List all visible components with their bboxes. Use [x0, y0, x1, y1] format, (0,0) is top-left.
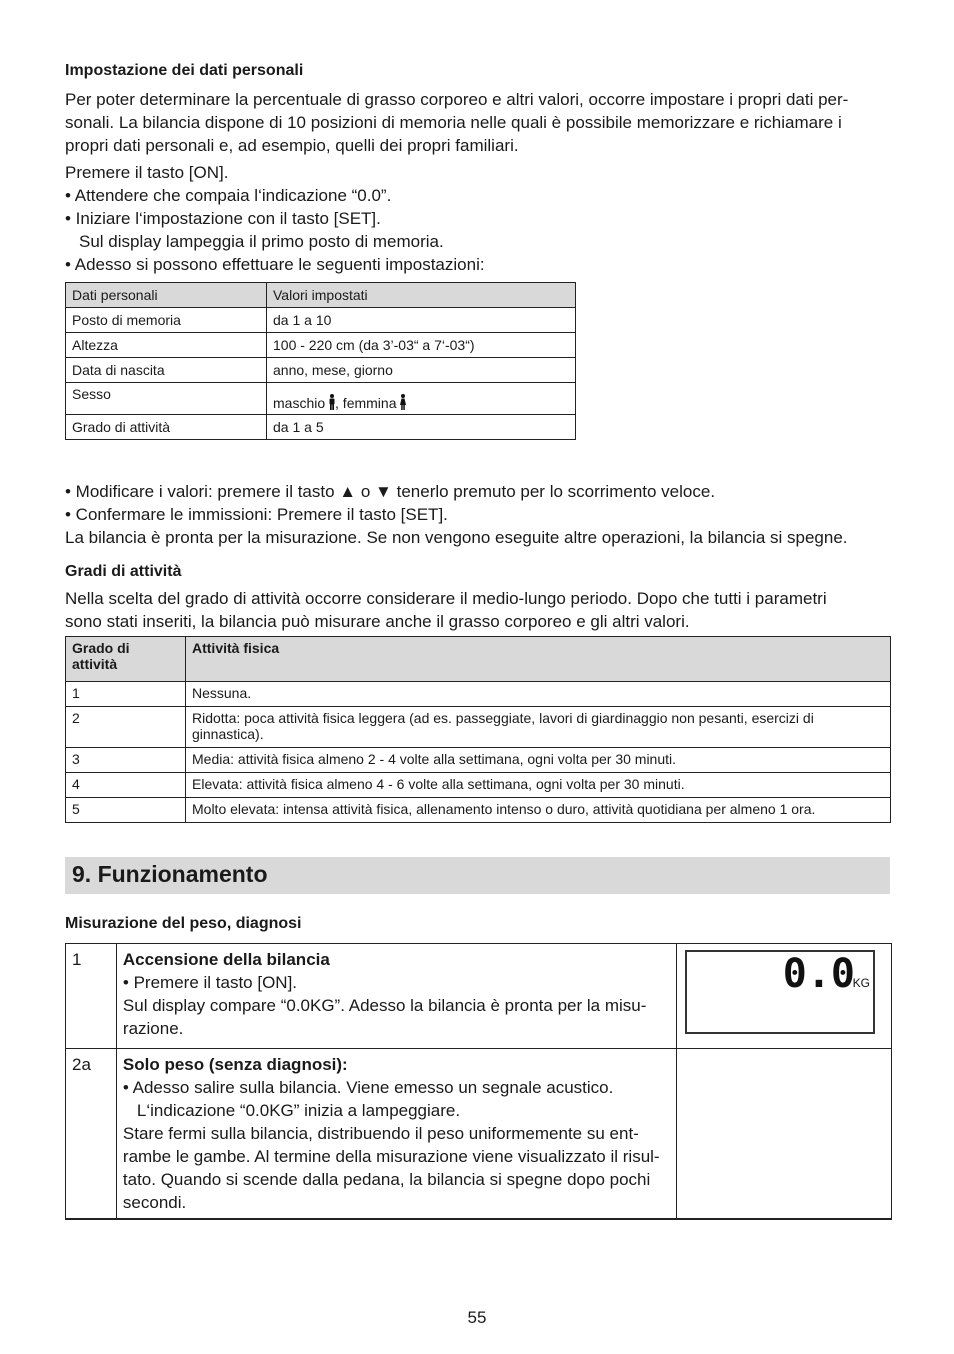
- step-illustration-empty: [677, 1049, 892, 1220]
- table-row: [66, 333, 576, 358]
- table-row: [66, 383, 576, 415]
- intro-line: sonali. La bilancia dispone di 10 posizioni di memoria nelle quali è possibile memorizzare e richiamare i: [65, 113, 842, 132]
- header-cell: Valori impostati: [267, 283, 576, 308]
- table-cell: Media: attività fisica almeno 2 - 4 volte alla settimana, ogni volta per 30 minuti.: [186, 748, 891, 773]
- intro-line: propri dati personali e, ad esempio, quelli dei propri familiari.: [65, 136, 519, 155]
- lcd-readout: [687, 952, 873, 1032]
- after-table-text: [65, 480, 895, 549]
- table-header-row: [66, 283, 576, 308]
- page-number: 55: [467, 1308, 487, 1327]
- table-cell: 100 - 220 cm (da 3’-03“ a 7‘-03“): [267, 333, 576, 358]
- activity-table: [65, 636, 891, 823]
- step-text-line: razione.: [122, 1019, 184, 1038]
- activity-intro: [65, 587, 895, 633]
- table-cell: da 1 a 5: [267, 415, 576, 440]
- table-row: [66, 748, 891, 773]
- table-cell: anno, mese, giorno: [267, 358, 576, 383]
- table-row: [66, 944, 892, 1049]
- lcd-display: [685, 950, 875, 1034]
- step-text-line: tato. Quando si scende dalla pedana, la bilancia si spegne dopo pochi: [122, 1170, 651, 1189]
- table-cell: 2: [66, 707, 186, 748]
- table-header-row: [66, 637, 891, 682]
- table-cell: 5: [66, 798, 186, 823]
- step-bullet: • Premere il tasto [ON].: [122, 973, 298, 992]
- female-icon: [400, 394, 406, 410]
- step-start-set: • Iniziare l‘impostazione con il tasto [SET].: [65, 209, 381, 228]
- lcd-value: 0.0: [782, 952, 856, 997]
- personal-data-steps: [65, 161, 895, 276]
- section-title: 9. Funzionamento: [72, 861, 268, 887]
- header-grade-line: attività: [72, 656, 118, 672]
- step-title: Solo peso (senza diagnosi):: [122, 1055, 348, 1074]
- table-row: [66, 1049, 892, 1220]
- header-cell: Attività fisica: [186, 637, 891, 682]
- step-illustration: [677, 944, 892, 1049]
- intro-line: Nella scelta del grado di attività occorre considerare il medio-lungo periodo. Dopo che tutti i parametri: [65, 589, 827, 608]
- measure-heading: Misurazione del peso, diagnosi: [65, 915, 302, 932]
- table-cell: 1: [66, 682, 186, 707]
- table-cell: 3: [66, 748, 186, 773]
- intro-line: Per poter determinare la percentuale di grasso corporeo e altri valori, occorre impostare i propri dati per-: [65, 90, 849, 109]
- table-cell: [267, 383, 576, 415]
- male-label: maschio: [273, 395, 326, 411]
- header-grade-line: Grado di: [72, 640, 130, 656]
- table-cell: Sesso: [66, 383, 267, 415]
- step-text-line: Stare fermi sulla bilancia, distribuendo il peso uniformemente su ent-: [122, 1124, 639, 1143]
- step-text-line: secondi.: [122, 1193, 187, 1212]
- table-row: [66, 415, 576, 440]
- table-cell: Ridotta: poca attività fisica leggera (ad es. passeggiate, lavori di giardinaggio non pesanti, esercizi di ginnastica).: [186, 707, 891, 748]
- personal-data-intro: [65, 88, 895, 157]
- table-cell: Molto elevata: intensa attività fisica, allenamento intenso o duro, attività quotidiana per almeno 1 ora.: [186, 798, 891, 823]
- step-bullet: • Adesso salire sulla bilancia. Viene emesso un segnale acustico.: [122, 1078, 614, 1097]
- arrow-down-icon: ▼: [375, 482, 392, 501]
- ready-line: La bilancia è pronta per la misurazione. Se non vengono eseguite altre operazioni, la bilancia si spegne.: [65, 528, 848, 547]
- female-label: , femmina: [335, 395, 397, 411]
- step-content: [116, 1049, 676, 1220]
- table-row: [66, 682, 891, 707]
- table-row: [66, 773, 891, 798]
- modify-text: • Modificare i valori: premere il tasto: [65, 482, 335, 501]
- confirm-line: • Confermare le immissioni: Premere il tasto [SET].: [65, 505, 448, 524]
- step-number: 1: [66, 944, 117, 1049]
- modify-values-line: [65, 480, 895, 503]
- step-start-set-sub: Sul display lampeggia il primo posto di memoria.: [79, 232, 444, 251]
- step-press-on: Premere il tasto [ON].: [65, 163, 229, 182]
- lcd-unit: KG: [852, 976, 871, 990]
- section-header-bar: [65, 857, 890, 894]
- table-cell: Data di nascita: [66, 358, 267, 383]
- table-cell: da 1 a 10: [267, 308, 576, 333]
- table-cell: Nessuna.: [186, 682, 891, 707]
- table-row: [66, 798, 891, 823]
- modify-or: o: [360, 482, 371, 501]
- activity-heading: Gradi di attività: [65, 563, 182, 580]
- step-settings: • Adesso si possono effettuare le seguenti impostazioni:: [65, 255, 485, 274]
- header-cell: Dati personali: [66, 283, 267, 308]
- table-row: [66, 308, 576, 333]
- step-text-line: rambe le gambe. Al termine della misurazione viene visualizzato il risul-: [122, 1147, 660, 1166]
- table-row: [66, 707, 891, 748]
- personal-data-heading: Impostazione dei dati personali: [65, 62, 304, 79]
- intro-line: sono stati inseriti, la bilancia può misurare anche il grasso corporeo e gli altri valori.: [65, 612, 690, 631]
- arrow-up-icon: ▲: [339, 482, 357, 501]
- header-cell: [66, 637, 186, 682]
- step-title: Accensione della bilancia: [122, 950, 330, 969]
- modify-suffix: tenerlo premuto per lo scorrimento veloce.: [396, 482, 716, 501]
- measurement-steps-table: [65, 943, 892, 1220]
- table-cell: Grado di attività: [66, 415, 267, 440]
- step-text-line: Sul display compare “0.0KG”. Adesso la bilancia è pronta per la misu-: [122, 996, 647, 1015]
- step-wait: • Attendere che compaia l‘indicazione “0.0”.: [65, 186, 392, 205]
- step-number: 2a: [66, 1049, 117, 1220]
- table-cell: Posto di memoria: [66, 308, 267, 333]
- table-row: [66, 358, 576, 383]
- step-bullet-sub: L‘indicazione “0.0KG” inizia a lampeggiare.: [136, 1101, 461, 1120]
- step-content: [116, 944, 676, 1049]
- table-cell: Elevata: attività fisica almeno 4 - 6 volte alla settimana, ogni volta per 30 minuti.: [186, 773, 891, 798]
- personal-settings-table: [65, 282, 576, 440]
- table-cell: 4: [66, 773, 186, 798]
- table-cell: Altezza: [66, 333, 267, 358]
